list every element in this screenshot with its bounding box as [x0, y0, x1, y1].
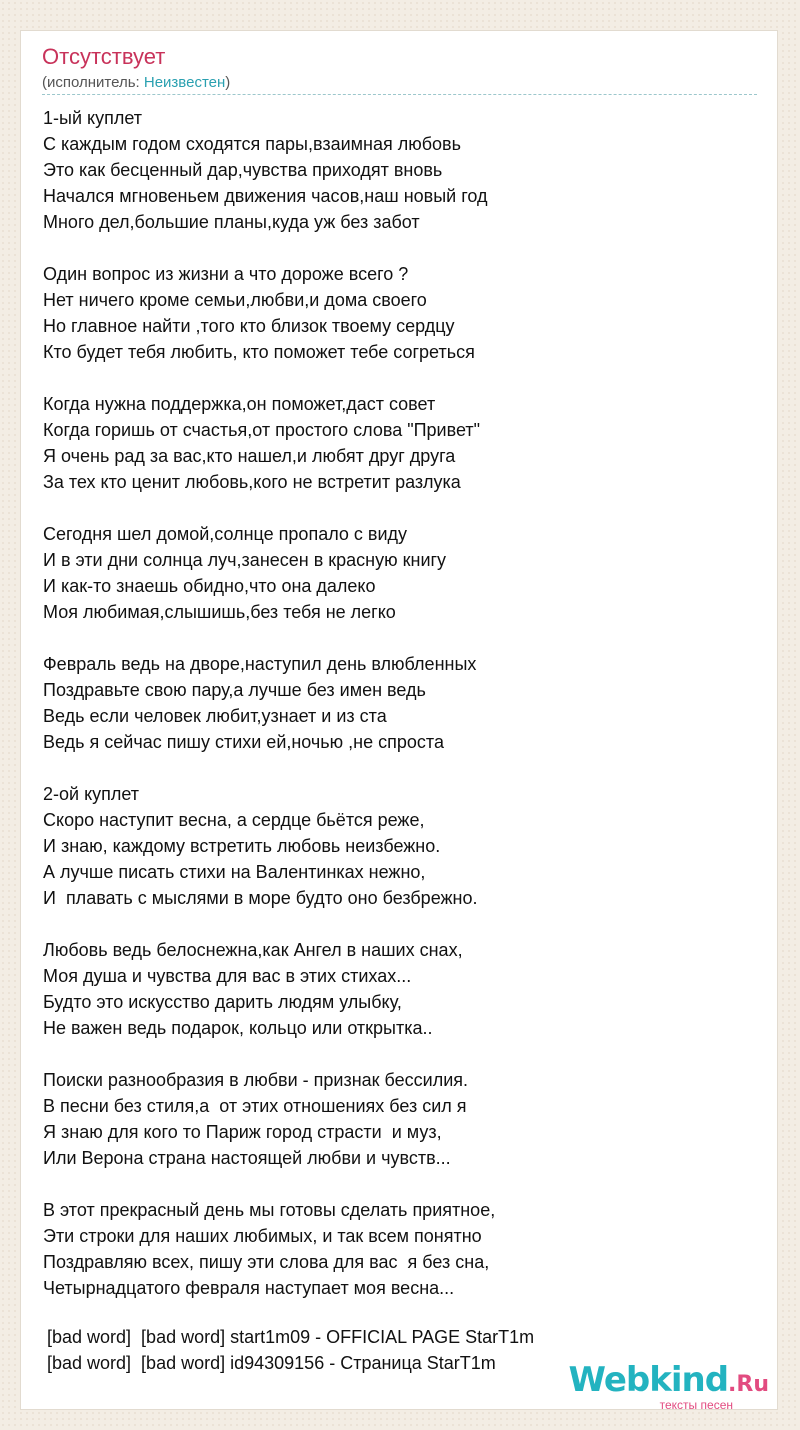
- lyric-line: И знаю, каждому встретить любовь неизбежно.: [43, 836, 441, 856]
- lyric-line: 2-ой куплет: [43, 784, 140, 804]
- lyric-line: В этот прекрасный день мы готовы сделать приятное,: [43, 1200, 496, 1220]
- lyric-line: Но главное найти ,того кто близок твоему сердцу: [43, 316, 455, 336]
- artist-prefix: (исполнитель:: [42, 74, 144, 91]
- lyric-line: Кто будет тебя любить, кто поможет тебе согреться: [43, 342, 475, 362]
- lyric-line: Сегодня шел домой,солнце пропало с виду: [43, 524, 408, 544]
- lyric-line: Или Верона страна настоящей любви и чувств...: [43, 1148, 451, 1168]
- lyric-line: Скоро наступит весна, а сердце бьётся реже,: [43, 810, 425, 830]
- lyrics-stanza: [43, 261, 763, 365]
- lyric-line: Нет ничего кроме семьи,любви,и дома своего: [43, 290, 427, 310]
- lyric-line: Поиски разнообразия в любви - признак бессилия.: [43, 1070, 469, 1090]
- lyric-line: Февраль ведь на дворе,наступил день влюбленных: [43, 654, 477, 674]
- lyric-line: Много дел,большие планы,куда уж без забот: [43, 212, 420, 232]
- lyrics-stanza: [43, 521, 763, 625]
- lyrics-stanza: [43, 105, 763, 235]
- lyric-line: 1-ый куплет: [43, 108, 142, 128]
- lyric-line: Начался мгновеньем движения часов,наш новый год: [43, 186, 488, 206]
- lyrics-body: [43, 105, 763, 1327]
- lyric-line: Поздравляю всех, пишу эти слова для вас я без сна,: [43, 1252, 490, 1272]
- lyric-line: Четырнадцатого февраля наступает моя весна...: [43, 1278, 455, 1298]
- lyric-line: Ведь если человек любит,узнает и из ста: [43, 706, 387, 726]
- lyric-line: Любовь ведь белоснежна,как Ангел в наших снах,: [43, 940, 463, 960]
- lyric-line: Это как бесценный дар,чувства приходят вновь: [43, 160, 443, 180]
- title-divider: [42, 94, 757, 95]
- lyric-line: А лучше писать стихи на Валентинках нежно,: [43, 862, 426, 882]
- lyric-line: Один вопрос из жизни а что дороже всего ?: [43, 264, 409, 284]
- lyrics-stanza: [43, 391, 763, 495]
- site-logo[interactable]: [569, 1361, 769, 1412]
- logo-subtitle: тексты песен: [659, 1398, 733, 1412]
- lyrics-footer: [47, 1324, 534, 1376]
- lyric-line: Я знаю для кого то Париж город страсти и муз,: [43, 1122, 442, 1142]
- footer-line: [bad word] [bad word] start1m09 - OFFICIAL PAGE StarT1m: [47, 1327, 535, 1347]
- lyric-line: Когда горишь от счастья,от простого слова "Привет": [43, 420, 481, 440]
- lyric-line: Моя любимая,слышишь,без тебя не легко: [43, 602, 396, 622]
- artist-line: [42, 73, 230, 93]
- lyrics-stanza: [43, 781, 763, 911]
- lyric-line: Когда нужна поддержка,он поможет,даст совет: [43, 394, 436, 414]
- lyrics-stanza: [43, 937, 763, 1041]
- lyric-line: С каждым годом сходятся пары,взаимная любовь: [43, 134, 461, 154]
- lyric-line: Будто это искусство дарить людям улыбку,: [43, 992, 402, 1012]
- lyric-line: Не важен ведь подарок, кольцо или открытка..: [43, 1018, 433, 1038]
- lyric-line: Ведь я сейчас пишу стихи ей,ночью ,не спроста: [43, 732, 444, 752]
- lyric-line: Моя душа и чувства для вас в этих стихах...: [43, 966, 412, 986]
- song-title: Отсутствует: [42, 44, 166, 69]
- lyric-line: И как-то знаешь обидно,что она далеко: [43, 576, 376, 596]
- logo-main-text: Webkind: [568, 1360, 729, 1400]
- lyric-line: В песни без стиля,а от этих отношениях без сил я: [43, 1096, 467, 1116]
- lyric-line: И плавать с мыслями в море будто оно безбрежно.: [43, 888, 478, 908]
- lyric-line: Я очень рад за вас,кто нашел,и любят друг друга: [43, 446, 456, 466]
- artist-suffix: ): [225, 74, 231, 91]
- footer-line: [bad word] [bad word] id94309156 - Страница StarT1m: [47, 1353, 496, 1373]
- lyrics-stanza: [43, 651, 763, 755]
- logo-tld: .Ru: [728, 1372, 769, 1397]
- lyric-line: Поздравьте свою пару,а лучше без имен ведь: [43, 680, 426, 700]
- lyric-line: И в эти дни солнца луч,занесен в красную книгу: [43, 550, 447, 570]
- artist-link[interactable]: Неизвестен: [143, 74, 226, 91]
- lyrics-stanza: [43, 1067, 763, 1171]
- lyrics-stanza: [43, 1197, 763, 1301]
- lyric-line: Эти строки для наших любимых, и так всем понятно: [43, 1226, 482, 1246]
- lyric-line: За тех кто ценит любовь,кого не встретит разлука: [43, 472, 461, 492]
- lyrics-card: [20, 30, 778, 1410]
